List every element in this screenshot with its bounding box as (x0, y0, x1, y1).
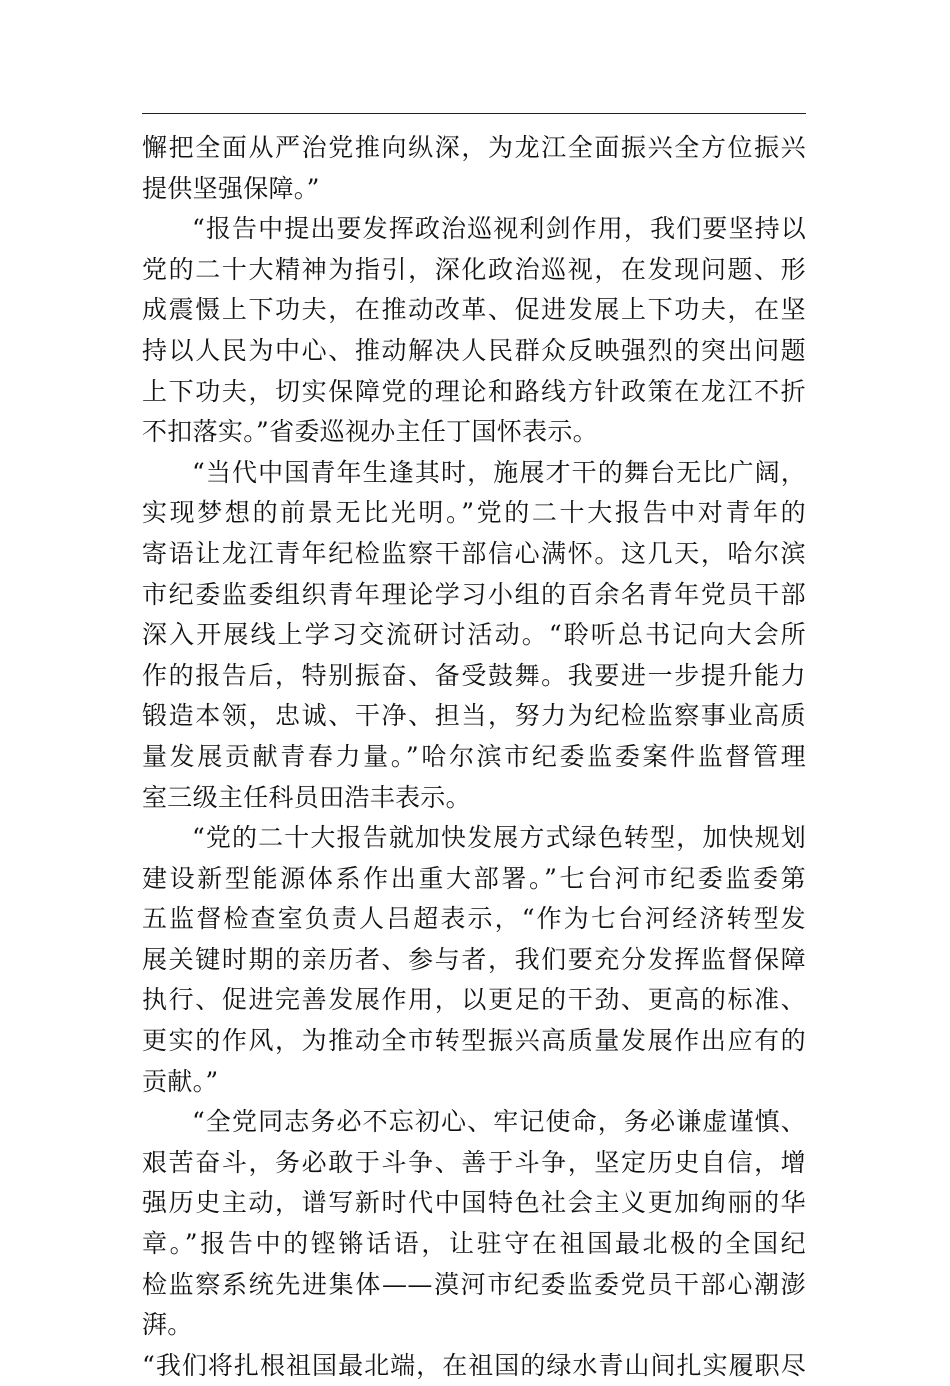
text-line: 锻造本领，忠诚、干净、担当，努力为纪检监察事业高质 (142, 701, 806, 731)
paragraph-start-line: “当代中国青年生逢其时，施展才干的舞台无比广阔， (192, 457, 806, 487)
text-line: 展关键时期的亲历者、参与者，我们要充分发挥监督保障 (142, 944, 806, 974)
text-line: 湃。 (142, 1310, 193, 1340)
text-line: 持以人民为中心、推动解决人民群众反映强烈的突出问题 (142, 335, 806, 365)
text-line: 不扣落实。”省委巡视办主任丁国怀表示。 (142, 417, 598, 447)
text-line: 建设新型能源体系作出重大部署。”七台河市纪委监委第 (142, 863, 806, 893)
text-line: 上下功夫，切实保障党的理论和路线方针政策在龙江不折 (142, 376, 806, 406)
text-line: 强历史主动，谱写新时代中国特色社会主义更加绚丽的华 (142, 1188, 806, 1218)
paragraph-start-line: “报告中提出要发挥政治巡视利剑作用，我们要坚持以 (192, 214, 806, 244)
text-line: 深入开展线上学习交流研讨活动。“聆听总书记向大会所 (142, 620, 806, 650)
text-line: 检监察系统先进集体——漠河市纪委监委党员干部心潮澎 (142, 1269, 806, 1299)
text-line: 艰苦奋斗，务必敢于斗争、善于斗争，坚定历史自信，增 (142, 1147, 806, 1177)
paragraph-start-line: “党的二十大报告就加快发展方式绿色转型，加快规划 (192, 823, 806, 853)
text-line: 五监督检查室负责人吕超表示，“作为七台河经济转型发 (142, 904, 806, 934)
text-line: 市纪委监委组织青年理论学习小组的百余名青年党员干部 (142, 579, 806, 609)
text-line: 贡献。” (142, 1066, 219, 1096)
text-line: 党的二十大精神为指引，深化政治巡视，在发现问题、形 (142, 254, 806, 284)
body-text (142, 128, 806, 1386)
text-line: 章。”报告中的铿锵话语，让驻守在祖国最北极的全国纪 (142, 1229, 806, 1259)
text-line: 寄语让龙江青年纪检监察干部信心满怀。这几天，哈尔滨 (142, 538, 806, 568)
text-line: 量发展贡献青春力量。”哈尔滨市纪委监委案件监督管理 (142, 741, 806, 771)
text-line: 实现梦想的前景无比光明。”党的二十大报告中对青年的 (142, 498, 806, 528)
text-line: 作的报告后，特别振奋、备受鼓舞。我要进一步提升能力 (142, 660, 806, 690)
paragraph-start-line: “全党同志务必不忘初心、牢记使命，务必谦虚谨慎、 (192, 1107, 806, 1137)
text-line: 执行、促进完善发展作用，以更足的干劲、更高的标准、 (142, 985, 806, 1015)
text-line: 更实的作风，为推动全市转型振兴高质量发展作出应有的 (142, 1026, 806, 1056)
text-line: 提供坚强保障。” (142, 173, 320, 203)
header-rule (142, 113, 806, 114)
text-line: 成震慑上下功夫，在推动改革、促进发展上下功夫，在坚 (142, 295, 806, 325)
paragraph-start-line: “我们将扎根祖国最北端，在祖国的绿水青山间扎实履职尽 (142, 1350, 806, 1380)
text-line: 室三级主任科员田浩丰表示。 (142, 782, 471, 812)
text-line: 懈把全面从严治党推向纵深，为龙江全面振兴全方位振兴 (142, 133, 806, 162)
